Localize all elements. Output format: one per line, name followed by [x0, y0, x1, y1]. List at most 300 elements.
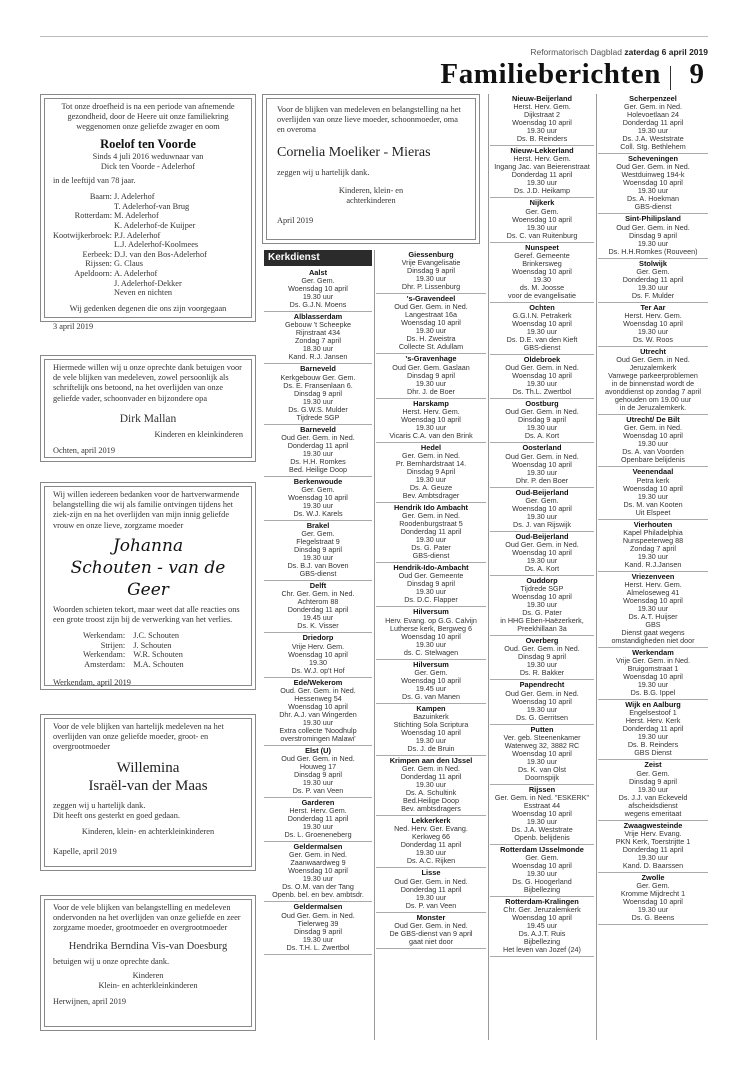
list-names: J. Schouten	[133, 640, 172, 650]
service-detail: 19.30 uur	[302, 822, 334, 832]
ad-text: Woorden schieten tekort, maar weet dat alle reacties ons een grote troost zijn bij de verwerking van het verlies.	[53, 604, 240, 625]
service-detail: Vrije Ger. Gem. in Ned.	[615, 656, 691, 666]
ad-date: Werkendam, april 2019	[53, 677, 131, 687]
service-detail: Jeruzalemkerk	[629, 363, 677, 373]
service-detail: Ds. G. van Manen	[402, 691, 460, 701]
church-service-entry	[598, 572, 708, 648]
service-detail: Woensdag 10 april	[401, 318, 461, 328]
service-detail: Ds. G. Pater	[522, 608, 562, 618]
service-location: Zwolle	[641, 872, 665, 882]
list-names: P.J. Adelerhof	[114, 230, 161, 240]
church-service-entry	[264, 521, 372, 581]
service-detail: 19.30 uur	[415, 639, 447, 649]
service-detail: Woensdag 10 april	[288, 701, 348, 711]
service-detail: Ds. A.C. Rijken	[406, 856, 456, 866]
church-service-entry	[376, 756, 486, 816]
service-detail: 19.30 uur	[637, 327, 669, 337]
service-detail: Ds. K. Visser	[297, 621, 339, 631]
service-detail: Woensdag 10 april	[623, 596, 683, 606]
service-detail: Woensdag 10 april	[512, 861, 572, 871]
service-location: Hilversum	[413, 607, 449, 617]
service-detail: GBS-dienst	[412, 551, 450, 561]
service-detail: Woensdag 10 april	[512, 548, 572, 558]
service-location: Ede/Wekerom	[293, 677, 343, 687]
service-detail: Ds. P. van Veen	[292, 786, 344, 796]
service-detail: Esstraat 44	[523, 801, 561, 811]
service-detail: Oud Ger. Gem. in Ned.	[281, 432, 355, 442]
service-detail: 19.30 uur	[637, 680, 669, 690]
service-location: Rotterdam-Kralingen	[505, 897, 579, 907]
church-service-entry	[264, 746, 372, 798]
service-location: Geldermalsen	[293, 902, 343, 912]
service-detail: Ger. Gem.	[636, 768, 670, 778]
service-detail: Ger. Gem.	[636, 881, 670, 891]
service-detail: GBS	[645, 620, 661, 630]
service-location: Ouddorp	[526, 576, 558, 586]
church-service-entry	[490, 532, 594, 576]
church-service-entry	[490, 785, 594, 845]
church-service-entry	[490, 680, 594, 724]
ad-intro: Voor de vele blijken van hartelijk medeleven na het overlijden van onze geliefde moeder, groot- en overgrootmoeder	[53, 722, 224, 752]
service-detail: Ds. F. Mulder	[631, 290, 675, 300]
service-detail: 19.30 uur	[637, 491, 669, 501]
church-service-entry	[264, 798, 372, 842]
service-location: Kampen	[416, 703, 446, 713]
church-service-entry	[598, 873, 708, 925]
service-detail: Flegelstraat 9	[296, 537, 340, 547]
service-detail: Doornspijk	[525, 772, 559, 782]
relatives-list	[53, 192, 243, 298]
service-detail: Preekhillaan 3a	[517, 624, 567, 634]
list-place: Baarn:	[89, 192, 112, 202]
service-detail: Ger. Gem.	[301, 529, 335, 539]
list-place: Werkendam:	[83, 631, 126, 641]
column-divider	[488, 94, 489, 1040]
section-header	[420, 58, 708, 92]
church-service-entry	[598, 821, 708, 873]
service-detail: Ger. Gem.	[525, 495, 559, 505]
service-detail: 19.45 uur	[526, 921, 558, 931]
service-detail: Dinsdag 9 April	[406, 467, 456, 477]
service-detail: Bev. Ambtsdrager	[402, 491, 460, 501]
service-detail: omstandigheden niet door	[611, 636, 695, 646]
service-detail: 19.30 uur	[637, 905, 669, 915]
service-detail: Petra kerk	[636, 475, 670, 485]
service-detail: Ds. G. Pater	[411, 543, 451, 553]
service-detail: 19.30 uur	[526, 178, 558, 188]
church-service-entry	[376, 660, 486, 704]
ad-doesburg	[40, 895, 256, 1031]
kerkdienst-column-1	[264, 268, 372, 955]
service-detail: overstromingen Malawi'	[280, 733, 356, 743]
service-location: Berkenwoude	[293, 476, 343, 486]
service-location: Scherpenzeel	[629, 94, 677, 103]
service-location: Nunspeet	[525, 242, 559, 252]
service-detail: ds. M. Joosse	[519, 282, 565, 292]
list-place	[53, 240, 112, 250]
service-detail: Woensdag 10 april	[512, 371, 572, 381]
service-detail: avonddienst op zondag 7 april	[605, 387, 701, 397]
service-location: Putten	[530, 724, 554, 734]
service-detail: 19.30 uur	[526, 556, 558, 566]
list-place: Amsterdam:	[84, 660, 126, 669]
service-location: Overberg	[525, 636, 559, 646]
service-location: Nieuw-Beijerland	[512, 94, 572, 103]
service-detail: De GBS-dienst van 9 april	[389, 928, 473, 938]
service-detail: Ds. A. Geuze	[409, 483, 453, 493]
service-detail: Woensdag 10 april	[512, 214, 572, 224]
service-detail: Woensdag 10 april	[401, 414, 461, 424]
church-service-entry	[490, 897, 594, 957]
service-detail: Oud Ger. Gem. in Ned.	[394, 920, 468, 930]
service-detail: Dienst gaat wegens	[621, 628, 685, 638]
church-service-entry	[376, 354, 486, 398]
service-detail: Zondag 7 april	[630, 543, 676, 553]
service-detail: Ingang Jac. van Beierenstraat	[494, 162, 590, 172]
ad-date: 3 april 2019	[53, 321, 94, 331]
service-detail: 19.30 uur	[302, 501, 334, 511]
ad-thanks: zeggen wij u hartelijk dank.	[277, 167, 370, 177]
service-detail: Woensdag 10 april	[512, 592, 572, 602]
service-detail: Donderdag 11 april	[400, 772, 462, 782]
church-service-entry	[490, 399, 594, 443]
church-service-entry	[490, 355, 594, 399]
ad-intro: Tot onze droefheid is na een periode van afnemende gezondheid, door de Heere uit onze familiekring weggenomen onze geliefde zwager en oom	[61, 102, 235, 132]
service-detail: Bijbellezing	[523, 885, 561, 895]
deceased-name: Willemina	[116, 759, 180, 776]
service-detail: Bed. Heilige Doop	[289, 464, 347, 474]
service-detail: Woensdag 10 april	[288, 284, 348, 294]
church-service-entry	[264, 633, 372, 677]
service-detail: Tijdrede SGP	[296, 412, 340, 422]
list-place: Kootwijkerbroek:	[53, 230, 112, 240]
service-detail: Oud Ger. Gem. in Ned.	[616, 355, 690, 365]
service-detail: 19.30 uur	[637, 604, 669, 614]
service-detail: Houweg 17	[299, 762, 337, 772]
service-location: Scheveningen	[627, 154, 679, 164]
service-detail: Dhr. A.J. van Wingerden	[279, 709, 357, 719]
church-service-entry	[490, 725, 594, 785]
service-detail: Bruigomstraat 1	[627, 664, 679, 674]
service-detail: Ds. P. van Veen	[405, 900, 457, 910]
service-detail: Ds. M. van Kooten	[623, 499, 683, 509]
service-detail: 19.30 uur	[415, 736, 447, 746]
section-title: Familieberichten	[440, 58, 661, 90]
service-detail: Woensdag 10 april	[512, 459, 572, 469]
list-names: G. Claus	[114, 259, 144, 269]
church-service-entry	[490, 845, 594, 897]
service-detail: 19.30 uur	[526, 423, 558, 433]
service-detail: 18.30 uur	[302, 344, 334, 354]
list-place: Eerbeek:	[82, 249, 112, 259]
service-location: Stolwijk	[639, 258, 667, 268]
service-detail: 19.30	[533, 274, 551, 284]
ad-signature: Kinderen, klein- en achterkleinkinderen	[81, 827, 215, 837]
ad-signature: Kinderen	[132, 970, 164, 980]
service-detail: voor de evangelisatie	[508, 290, 576, 300]
service-detail: Woensdag 10 april	[623, 431, 683, 441]
service-detail: in HHG Eben-Haëzerkerk,	[500, 616, 584, 626]
service-detail: GBS-dienst	[299, 569, 337, 579]
service-location: Wijk en Aalburg	[625, 700, 681, 710]
ad-sub-line: Sinds 4 juli 2016 weduwnaar van	[92, 151, 204, 161]
church-service-entry	[264, 425, 372, 477]
service-detail: Bed.Heilige Doop	[403, 796, 459, 806]
service-detail: 19.45 uur	[415, 683, 447, 693]
service-detail: Ds. J.D. Heikamp	[514, 186, 570, 196]
service-detail: Donderdag 11 april	[622, 274, 684, 284]
church-service-entry	[598, 467, 708, 519]
service-detail: 19.30 uur	[415, 587, 447, 597]
list-names: J.C. Schouten	[133, 631, 180, 641]
service-detail: Woensdag 10 april	[512, 503, 572, 513]
service-detail: Ds. J.A. Weststrate	[511, 825, 573, 835]
service-detail: G.G.I.N. Petrakerk	[512, 311, 572, 321]
service-detail: Collecte St. Adullam	[398, 342, 464, 352]
ad-signature: Kinderen, klein- en	[338, 185, 404, 195]
service-detail: Uit Elspeet	[635, 507, 671, 517]
service-detail: Zaanwaardweg 9	[290, 858, 346, 868]
service-detail: Herv. Evang. op G.G. Calvijn	[385, 615, 477, 625]
title-divider	[670, 66, 671, 90]
service-detail: Donderdag 11 april	[511, 170, 573, 180]
service-detail: Ds. A. Schultink	[405, 788, 457, 798]
ad-signature: achterkinderen	[346, 196, 396, 206]
service-detail: Kand. D. Baarssen	[622, 860, 684, 870]
service-location: Sint-Philipsland	[625, 214, 681, 224]
church-service-entry	[264, 842, 372, 902]
service-detail: Woensdag 10 april	[288, 649, 348, 659]
service-detail: ds. C. Stelwagen	[403, 647, 459, 657]
service-detail: Herst. Herv. Gem.	[289, 806, 347, 816]
service-detail: 19.30 uur	[637, 732, 669, 742]
list-names: T. Adelerhof-van Brug	[114, 201, 190, 211]
service-detail: 19.30 uur	[526, 511, 558, 521]
service-detail: Ds. K. van Olst	[518, 764, 566, 774]
church-service-entry	[598, 520, 708, 572]
service-detail: Ger. Gem. in Ned.	[402, 764, 460, 774]
service-detail: Ds. R. Bakker	[519, 668, 565, 678]
ad-date: April 2019	[277, 216, 314, 226]
service-detail: Donderdag 11 april	[287, 814, 349, 824]
service-detail: 19.30 uur	[302, 778, 334, 788]
kerkdienst-column-2	[376, 250, 486, 949]
service-detail: Dijkstraat 2	[524, 110, 560, 120]
service-detail: Ger. Gem. in Ned.	[402, 511, 460, 521]
ad-age: in de leeftijd van 78 jaar.	[53, 176, 136, 186]
service-location: Oosterland	[522, 443, 562, 453]
service-detail: 19.30 uur	[526, 817, 558, 827]
service-location: Brakel	[306, 521, 330, 531]
service-detail: 19.30 uur	[637, 551, 669, 561]
ad-schouten	[40, 482, 256, 690]
ad-date: Kapelle, april 2019	[53, 847, 117, 857]
service-detail: 19.30 uur	[526, 756, 558, 766]
service-location: Hedel	[420, 442, 442, 452]
service-location: Rijssen	[528, 784, 556, 794]
service-location: 's-Gravendeel	[406, 294, 456, 304]
service-detail: Dinsdag 9 april	[407, 579, 455, 589]
church-service-entry	[490, 243, 594, 303]
service-detail: Ds. H.H. Romkes	[290, 456, 346, 466]
service-detail: gehouden om 19.00 uur	[614, 395, 692, 405]
service-detail: Oud Ger. Gem. in Ned.	[505, 688, 579, 698]
service-detail: Bijbellezing	[523, 937, 561, 947]
service-detail: Ds. B. Reinders	[516, 134, 568, 144]
service-detail: Dinsdag 9 april	[294, 770, 342, 780]
service-location: Werkendam	[632, 648, 674, 658]
service-detail: Pr. Bernhardstraat 14.	[395, 459, 467, 469]
service-detail: Rijnstraat 434	[295, 328, 341, 338]
church-service-entry	[490, 443, 594, 487]
ad-closing: Wij gedenken degenen die ons zijn voorgegaan	[69, 303, 227, 313]
service-detail: Nunspeeterweg 88	[622, 535, 684, 545]
ad-date: Ochten, april 2019	[53, 446, 115, 456]
church-service-entry	[490, 198, 594, 242]
list-names: J. Adelerhof-Dekker	[114, 278, 182, 288]
top-rule	[40, 36, 708, 37]
ad-moeliker	[262, 94, 480, 244]
church-service-entry	[264, 477, 372, 521]
service-detail: Ds. J.J. van Eckeveld	[618, 792, 688, 802]
ad-sub-line: Dick ten Voorde - Adelerhof	[100, 161, 196, 171]
service-detail: Vanwege parkeerproblemen	[608, 371, 698, 381]
service-detail: Tielerweg 39	[297, 918, 339, 928]
deceased-name: Roelof ten Voorde	[100, 136, 196, 151]
deceased-name: Cornelia Moeliker - Mieras	[277, 144, 431, 160]
list-place	[53, 288, 112, 298]
service-detail: Ger. Gem.	[301, 485, 335, 495]
service-detail: Ger. Gem.	[525, 206, 559, 216]
service-detail: Donderdag 11 april	[622, 724, 684, 734]
church-service-entry	[376, 607, 486, 659]
service-detail: Waterweg 32, 3882 RC	[504, 740, 580, 750]
column-divider	[374, 250, 375, 1040]
service-detail: Ger. Gem.	[414, 667, 448, 677]
service-detail: 19.30 uur	[526, 379, 558, 389]
ad-signature: Kinderen en kleinkinderen	[154, 429, 243, 439]
service-detail: Ger. Gem.	[636, 266, 670, 276]
service-detail: in de Jeruzalemkerk.	[619, 403, 687, 413]
service-detail: 19.30 uur	[526, 327, 558, 337]
service-detail: Ds. W.J. Karels	[293, 509, 343, 519]
service-detail: Oud Ger. Gem. in Ned.	[281, 910, 355, 920]
service-detail: 19.30 uur	[637, 439, 669, 449]
church-service-entry	[598, 94, 708, 154]
service-detail: Woensdag 10 april	[401, 728, 461, 738]
deceased-name: Israël-van der Maas	[88, 777, 208, 794]
church-service-entry	[264, 268, 372, 312]
service-detail: Ds. A. Kort	[524, 431, 560, 441]
service-detail: Oud Ger. Gem. in Ned.	[616, 162, 690, 172]
service-detail: Woensdag 10 april	[623, 897, 683, 907]
service-detail: 19.30 uur	[415, 780, 447, 790]
ad-intro: Voor de blijken van medeleven en belangstelling na het overlijden van onze lieve moeder, schoonmoeder, oma en overoma	[277, 105, 461, 135]
service-location: Nijkerk	[529, 198, 555, 208]
service-detail: Woensdag 10 april	[512, 748, 572, 758]
service-detail: Dinsdag 9 april	[629, 776, 677, 786]
list-place: Strijen:	[100, 640, 126, 650]
service-detail: Ger. Gem.	[525, 853, 559, 863]
service-detail: Woensdag 10 april	[623, 483, 683, 493]
service-detail: Ds. A.T. Huijser	[628, 612, 678, 622]
service-detail: Oud. Ger. Gem. in Ned.	[280, 685, 356, 695]
service-detail: Donderdag 11 april	[400, 840, 462, 850]
service-detail: Oud Ger. Gem. Gaslaan	[392, 362, 470, 372]
service-location: Barneveld	[300, 424, 336, 434]
service-detail: 19.30 uur	[415, 326, 447, 336]
service-detail: 19.30 uur	[637, 186, 669, 196]
service-location: Nieuw-Lekkerland	[510, 146, 574, 156]
deceased-name: Hendrika Berndina Vis-van Doesburg	[68, 940, 228, 952]
service-detail: Westduinweg 194-k	[621, 170, 685, 180]
church-service-entry	[376, 399, 486, 443]
service-location: Aalst	[308, 268, 328, 277]
service-detail: Kapel Philadelphia	[623, 527, 683, 537]
church-service-entry	[376, 868, 486, 912]
church-service-entry	[598, 700, 708, 760]
service-detail: Langestraat 16a	[405, 310, 457, 320]
service-detail: Oud Ger. Gem. in Ned.	[505, 540, 579, 550]
service-detail: Chr. Ger. Jeruzalemkerk	[503, 905, 581, 915]
service-detail: 19.45 uur	[302, 613, 334, 623]
church-service-entry	[376, 913, 486, 949]
service-location: Oud-Beijerland	[515, 531, 569, 541]
service-detail: 19.30 uur	[637, 852, 669, 862]
service-detail: Ds. W. Roos	[633, 335, 673, 345]
service-detail: GBS-dienst	[634, 202, 672, 212]
page-number: 9	[689, 58, 704, 90]
service-location: Oldebroek	[523, 355, 561, 365]
service-detail: Extra collecte 'Noodhulp	[279, 725, 357, 735]
service-detail: 19.30 uur	[415, 274, 447, 284]
service-detail: Woensdag 10 april	[512, 118, 572, 128]
church-service-entry	[376, 294, 486, 354]
service-detail: wegens emeritaat	[624, 808, 682, 818]
service-detail: Dinsdag 9 april	[407, 266, 455, 276]
service-detail: Donderdag 11 april	[400, 884, 462, 894]
service-detail: Dinsdag 9 april	[629, 230, 677, 240]
service-detail: Almeloseweg 41	[626, 588, 680, 598]
service-detail: Lutherse kerk, Bergweg 6	[390, 623, 472, 633]
list-names: W.R. Schouten	[133, 650, 183, 660]
service-detail: Ger. Gem. in Ned.	[624, 102, 682, 112]
service-detail: Ds. A. Hoekman	[627, 194, 679, 204]
service-detail: Ds. B.G. Ippel	[630, 688, 676, 698]
service-detail: Roodenburgstraat 5	[399, 519, 463, 529]
ad-intro: Wij willen iedereen bedanken voor de hartverwarmende belangstelling die wij als familie ontvingen tijdens het ziek-zijn en na het overlijden van mijn innig geliefde vrouw en onze lieve, zorgzame moeder	[53, 490, 240, 530]
church-service-entry	[598, 214, 708, 258]
service-detail: Ger. Gem.	[301, 276, 335, 286]
service-detail: Woensdag 10 april	[512, 266, 572, 276]
service-detail: Bev. ambtsdragers	[401, 804, 461, 814]
service-location: Krimpen aan den IJssel	[389, 756, 473, 766]
service-detail: Dhr. P. den Boer	[515, 475, 569, 485]
service-location: Lisse	[421, 868, 441, 878]
service-detail: Donderdag 11 april	[400, 527, 462, 537]
service-detail: Dinsdag 9 april	[294, 545, 342, 555]
service-detail: Chr. Ger. Gem. in Ned.	[281, 589, 355, 599]
service-detail: Kromme Mijdrecht 1	[620, 889, 686, 899]
service-detail: Oud Ger. Gem. in Ned.	[281, 754, 355, 764]
service-location: Delft	[309, 581, 327, 591]
church-service-entry	[376, 443, 486, 503]
service-location: Zwaagwesteinde	[623, 820, 683, 830]
ad-maas	[40, 714, 256, 871]
list-names: M.A. Schouten	[133, 660, 184, 669]
service-detail: Oud Ger. Gem. in Ned.	[394, 302, 468, 312]
service-detail: Ds. W.J. op't Hof	[291, 665, 345, 675]
